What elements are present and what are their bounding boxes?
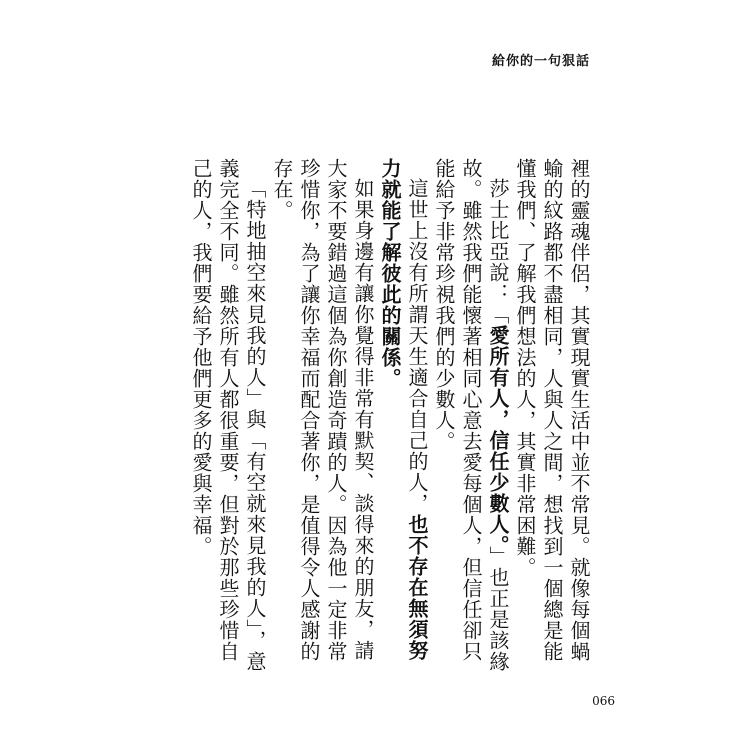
paragraph-1 [511, 158, 592, 678]
paragraph-2-intro: 莎士比亞說：「 [486, 178, 510, 325]
paragraph-4-text: 如果身邊有讓你覺得非常有默契、談得來的朋友，請大家不要錯過這個為你創造奇蹟的人。因為他一定非常珍惜你，為了讓你幸福而配合著你，是值得令人感謝的存在。 [270, 158, 375, 662]
paragraph-5 [187, 158, 268, 678]
paragraph-2 [430, 158, 511, 678]
running-header-title: 給你的一句狠話 [491, 54, 590, 69]
paragraph-3-emphasis: 也不存在無須努力就能了解彼此的關係。 [378, 158, 429, 661]
paragraph-3-text: 這世上沒有所謂天生適合自己的人， [405, 178, 429, 514]
paragraph-4 [268, 158, 376, 678]
paragraph-2-rest: 」也正是該緣故。雖然我們能懷著相同心意去愛每個人，但信任卻只能給予非常珍視我們的少數人。 [432, 158, 510, 672]
quote-emphasis: 愛所有人，信任少數人。 [486, 325, 510, 546]
vertical-body-text [187, 158, 592, 678]
paragraph-5-text: 「特地抽空來見我的人」與「有空就來見我的人」，意義完全不同。雖然所有人都很重要，但對於那些珍惜自己的人，我們要給予他們更多的愛與幸福。 [189, 158, 267, 672]
page-number: 066 [592, 694, 615, 708]
paragraph-1-text: 裡的靈魂伴侶，其實現實生活中並不常見。就像每個蝸蝓的紋路都不盡相同，人與人之間，想找到一個總是能懂我們、了解我們想法的人，其實非常困難。 [513, 158, 591, 662]
paragraph-3 [376, 158, 430, 678]
